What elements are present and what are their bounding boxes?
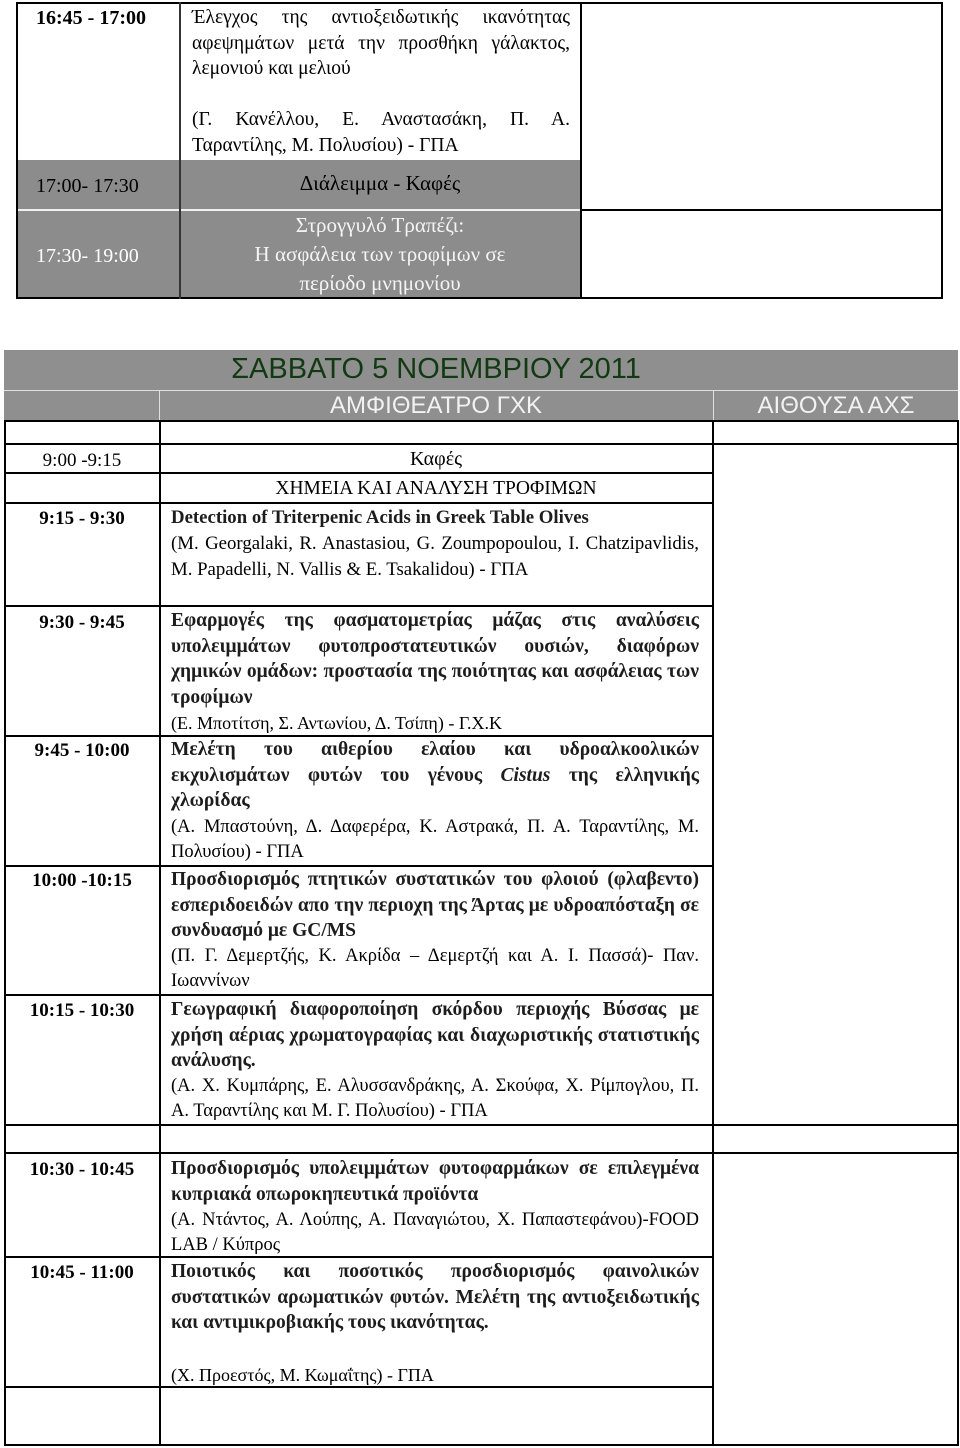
talk-title-part: της ελληνικής χλωρίδας — [171, 764, 699, 811]
talk-title: Γεωγραφική διαφοροποίηση σκόρδου περιοχής Βύσσας με χρήση αέριας χρωματογραφίας και διαχωριστικής στατιστικής ανάλυσης. — [171, 999, 699, 1071]
talk-title: Detection of Triterpenic Acids in Greek Table Olives — [171, 507, 589, 528]
section-title: ΧΗΜΕΙΑ ΚΑΙ ΑΝΑΛΥΣΗ ΤΡΟΦΙΜΩΝ — [275, 478, 597, 499]
row-time: 10:00 -10:15 — [32, 870, 132, 891]
genus-name: Cistus — [500, 764, 551, 786]
talk-authors: (Π. Γ. Δεμερτζής, Κ. Ακρίδα – Δεμερτζή και Α. Ι. Πασσά)- Παν. Ιωαννίνων — [171, 946, 699, 991]
row-time: 9:45 - 10:00 — [34, 740, 130, 761]
talk-authors: (Α. Χ. Κυμπάρης, Ε. Αλυσσανδράκης, Α. Σκούφα, Χ. Ρίμπογλου, Π. Α. Ταραντίλης και Μ. Γ. Πολυσίου) - ΓΠΑ — [171, 1076, 699, 1121]
hall-side-title: ΑΙΘΟΥΣΑ ΑΧΣ — [757, 392, 915, 419]
round-table-title: περίοδο μνημονίου — [299, 271, 461, 295]
talk-authors: (Α. Ντάντος, Α. Λούπης, Α. Παναγιώτου, Χ. Παπαστεφάνου)-FOOD LAB / Κύπρος — [171, 1210, 699, 1255]
row-time: 17:30- 19:00 — [36, 245, 139, 267]
break-row-separator — [16, 209, 582, 211]
row-time: 9:30 - 9:45 — [39, 612, 125, 633]
talk-authors: (Χ. Προεστός, Μ. Κωμαΐτης) - ΓΠΑ — [171, 1365, 434, 1385]
row-time: 10:15 - 10:30 — [29, 1000, 135, 1021]
talk-title-part: Μελέτη του αιθερίου ελαίου και υδροαλκοολικών εκχυλισμάτων φυτών του γένους — [171, 739, 699, 786]
talk-title: Προσδιορισμός υπολειμμάτων φυτοφαρμάκων σε επιλεγμένα κυπριακά οπωροκηπευτικά προϊόντα — [171, 1158, 699, 1205]
round-table-label: Στρογγυλό Τραπέζι: — [295, 213, 465, 237]
day-title: ΣΑΒΒΑΤΟ 5 ΝΟΕΜΒΡΙΟΥ 2011 — [231, 353, 641, 385]
row-time: 9:15 - 9:30 — [39, 508, 125, 529]
row-time: 10:30 - 10:45 — [29, 1159, 135, 1180]
talk-title: Ποιοτικός και ποσοτικός προσδιορισμός φαινολικών συστατικών αρωματικών φυτών. Μελέτη της αντιοξειδωτικής και αντιμικροβιακής τους ικανότητας. — [171, 1261, 699, 1333]
row-time: 9:00 -9:15 — [42, 450, 122, 471]
talk-title: Προσδιορισμός πτητικών συστατικών του φλοιού (φλαβεντο) εσπεριδοειδών απο την περιοχη της Άρτας με υδροαπόσταξη σε συνδυασμό με GC/MS — [171, 869, 699, 941]
talk-title: Εφαρμογές της φασματομετρίας μάζας στις αναλύσεις υπολειμμάτων φυτοπροστατευτικών ουσιών, διαφόρων χημικών ομάδων: προστασία της ποιότητας και ασφάλειας των τροφίμων — [171, 610, 699, 708]
talk-title: Έλεγχος της αντιοξειδωτικής ικανότητας αφεψημάτων μετά την προσθήκη γάλακτος, λεμονιού και μελιού — [192, 7, 570, 79]
row-time: 17:00- 17:30 — [36, 175, 139, 197]
talk-authors: (Γ. Κανέλλου, Ε. Αναστασάκη, Π. Α. Ταραντίλης, Μ. Πολυσίου) - ΓΠΑ — [192, 109, 570, 156]
row-time: 16:45 - 17:00 — [36, 7, 146, 29]
talk-authors: (M. Georgalaki, R. Anastasiou, G. Zoumpopoulou, I. Chatzipavlidis, M. Papadelli, N. Vallis & E. Tsakalidou) - ΓΠΑ — [171, 533, 699, 580]
talk-authors: (Ε. Μποτίτση, Σ. Αντωνίου, Δ. Τσίπη) - Γ.Χ.Κ — [171, 713, 503, 733]
talk-title — [171, 737, 699, 814]
talk-authors: (Α. Μπαστούνη, Δ. Δαφερέρα, Κ. Αστρακά, Π. Α. Ταραντίλης, Μ. Πολυσίου) - ΓΠΑ — [171, 817, 699, 862]
hall-main-title: ΑΜΦΙΘΕΑΤΡΟ ΓΧΚ — [330, 392, 542, 419]
round-table-title: Η ασφάλεια των τροφίμων σε — [254, 242, 506, 266]
break-title: Διάλειμμα - Καφές — [299, 171, 461, 195]
coffee-label: Καφές — [409, 448, 463, 470]
row-time: 10:45 - 11:00 — [30, 1262, 134, 1283]
